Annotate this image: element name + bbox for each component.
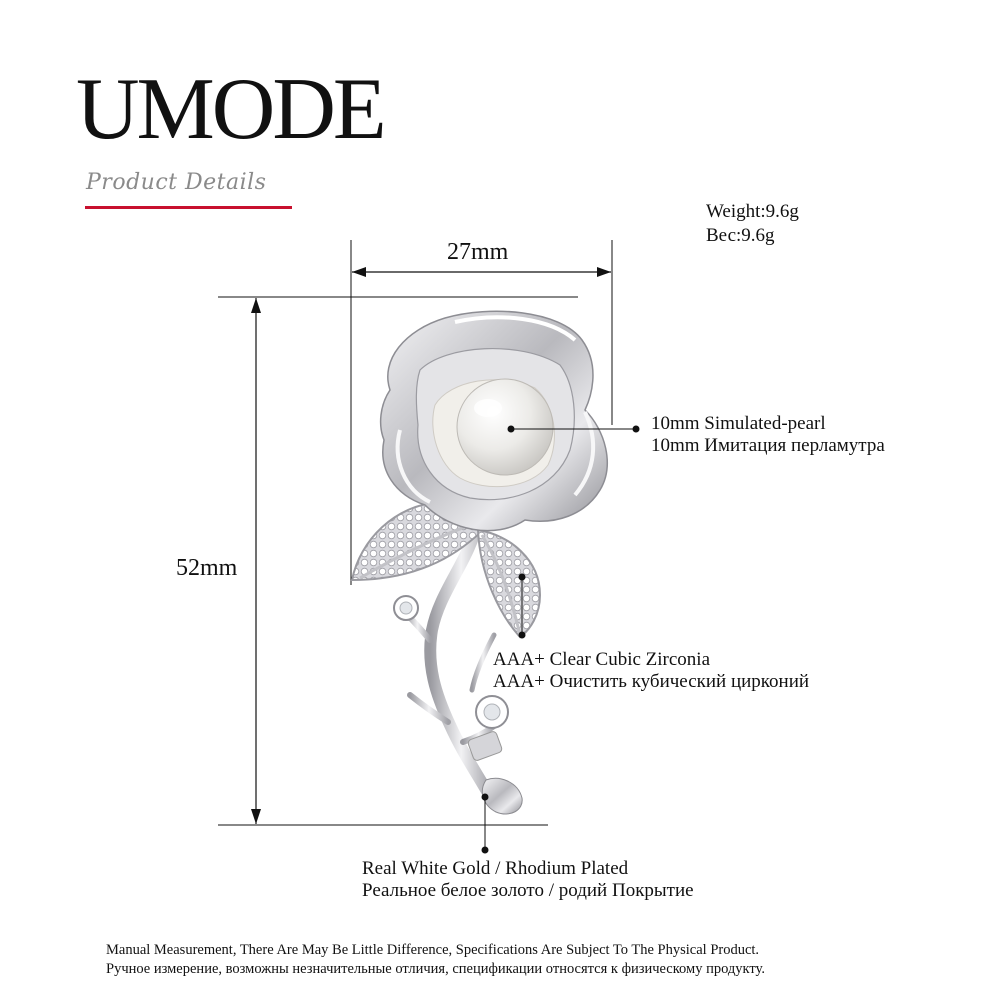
pearl-spec-en: 10mm Simulated-pearl <box>651 413 826 434</box>
width-label: 27mm <box>447 239 509 265</box>
stone-upper <box>394 596 418 620</box>
rose-brooch-icon <box>352 311 607 814</box>
zirconia-spec-ru: AAA+ Очистить кубический цирконий <box>493 671 810 692</box>
pearl-spec <box>651 413 885 457</box>
disclaimer-ru: Ручное измерение, возможны незначительные отличия, спецификации относятся к физическому продукту. <box>106 961 765 977</box>
zirconia-spec <box>493 649 809 693</box>
plating-spec-ru: Реальное белое золото / родий Покрытие <box>362 880 694 901</box>
plating-spec-en: Real White Gold / Rhodium Plated <box>362 858 629 879</box>
product-details-heading: Product Details <box>86 170 267 195</box>
weight-en: Weight:9.6g <box>706 201 799 222</box>
stone-lower <box>476 696 508 728</box>
brand-logo: UMODE <box>76 61 384 158</box>
zirconia-spec-en: AAA+ Clear Cubic Zirconia <box>493 649 711 670</box>
disclaimer-en: Manual Measurement, There Are May Be Little Difference, Specifications Are Subject To The Physical Product. <box>106 942 760 958</box>
pearl-spec-ru: 10mm Имитация перламутра <box>651 435 885 456</box>
weight-ru: Вес:9.6g <box>706 225 775 246</box>
plating-spec <box>362 858 694 902</box>
disclaimer <box>106 941 765 979</box>
height-label: 52mm <box>176 555 238 581</box>
